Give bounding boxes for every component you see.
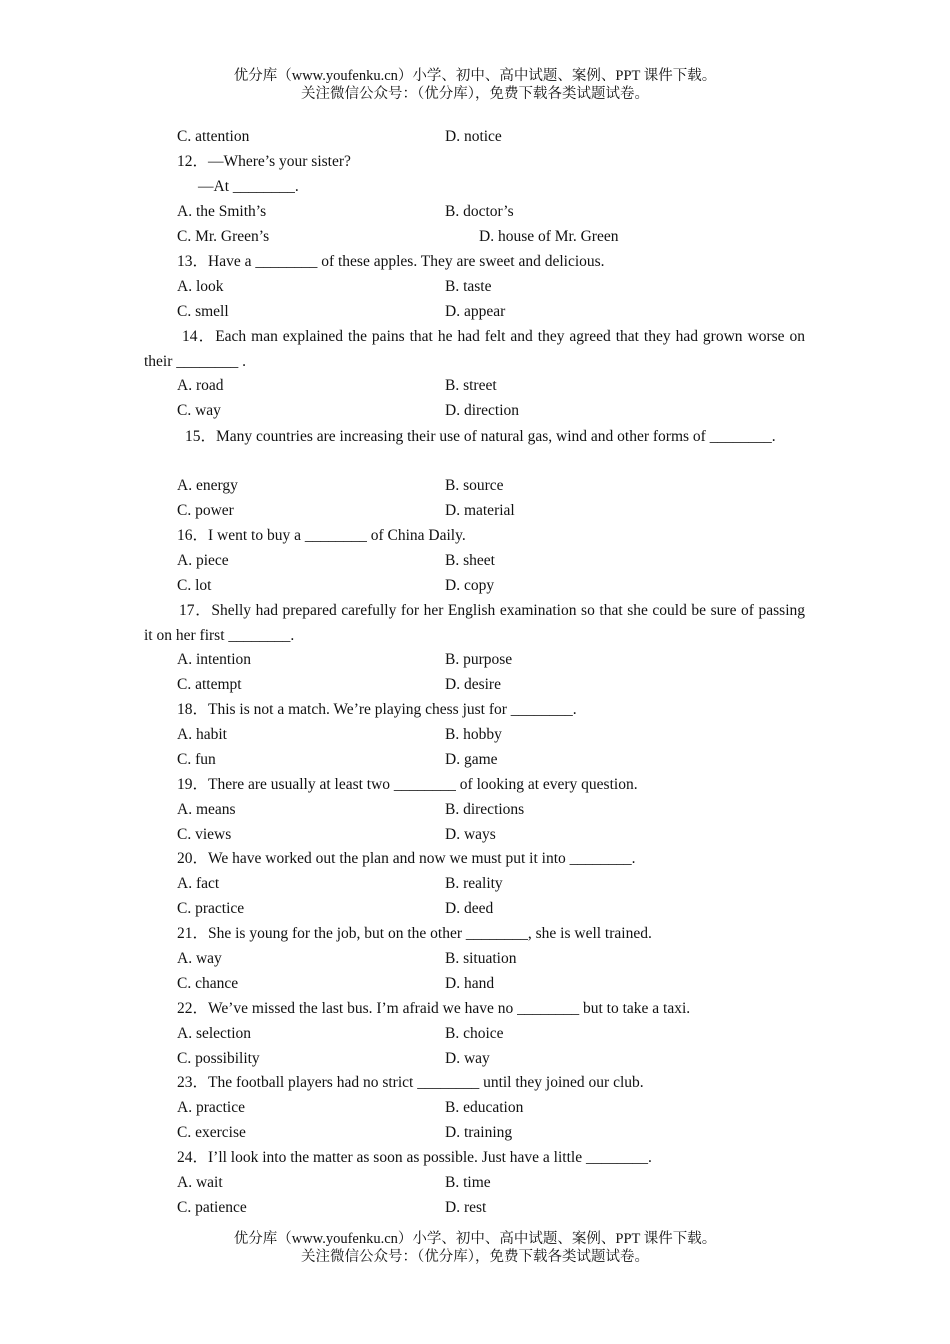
q13-option-a: A. look <box>177 278 224 295</box>
q16-option-d: D. copy <box>445 577 495 594</box>
q13-option-c: C. smell <box>177 303 229 320</box>
q14-option-c: C. way <box>177 402 221 419</box>
q24-option-b: B. time <box>445 1174 491 1191</box>
q12-option-c: C. Mr. Green’s <box>177 228 270 245</box>
q12-option-d: D. house of Mr. Green <box>479 228 619 245</box>
q14-option-d: D. direction <box>445 402 520 419</box>
q23-question: 23．The football players had no strict ________ until they joined our club. <box>177 1074 644 1091</box>
q20-option-a: A. fact <box>177 875 220 892</box>
q21-option-a: A. way <box>177 950 222 967</box>
q23-option-c: C. exercise <box>177 1124 246 1141</box>
q24-option-d: D. rest <box>445 1199 487 1216</box>
q13-question: 13．Have a ________ of these apples. They are sweet and delicious. <box>177 253 605 270</box>
q23-option-d: D. training <box>445 1124 513 1141</box>
q15-option-d: D. material <box>445 502 515 519</box>
q15-option-c: C. power <box>177 502 234 519</box>
q14-option-b: B. street <box>445 377 497 394</box>
q11-option-c: C. attention <box>177 128 250 145</box>
q17-option-b: B. purpose <box>445 651 513 668</box>
q15-option-b: B. source <box>445 477 504 494</box>
q12-answer-line: —At ________. <box>198 178 299 195</box>
q21-option-d: D. hand <box>445 975 495 992</box>
q19-question: 19．There are usually at least two ________ of looking at every question. <box>177 776 638 793</box>
q20-option-c: C. practice <box>177 900 245 917</box>
q18-question: 18．This is not a match. We’re playing chess just for ________. <box>177 701 577 718</box>
q17-option-a: A. intention <box>177 651 252 668</box>
footer-line-2: 关注微信公众号：（优分库），免费下载各类试题试卷。 <box>301 1249 649 1265</box>
q23-option-a: A. practice <box>177 1099 245 1116</box>
q18-option-d: D. game <box>445 751 498 768</box>
q13-option-d: D. appear <box>445 303 506 320</box>
q17-option-d: D. desire <box>445 676 501 693</box>
q24-option-c: C. patience <box>177 1199 247 1216</box>
q16-option-b: B. sheet <box>445 552 495 569</box>
footer-line-1: 优分库（www.youfenku.cn）小学、初中、高中试题、案例、PPT 课件下载。 <box>233 1231 717 1247</box>
header-line-1: 优分库（www.youfenku.cn）小学、初中、高中试题、案例、PPT 课件下载。 <box>233 68 717 84</box>
q21-option-c: C. chance <box>177 975 239 992</box>
q15-question: 15．Many countries are increasing their use of natural gas, wind and other forms of ________. <box>185 428 776 445</box>
q17-question: 17．Shelly had prepared carefully for her English examination so that she could be sure of passing it on her first ________. <box>144 602 805 644</box>
q12-option-a: A. the Smith’s <box>177 203 267 220</box>
q12-option-b: B. doctor’s <box>445 203 514 220</box>
q20-option-b: B. reality <box>445 875 503 892</box>
q19-option-c: C. views <box>177 826 232 843</box>
q23-option-b: B. education <box>445 1099 524 1116</box>
q19-option-d: D. ways <box>445 826 496 843</box>
q19-option-b: B. directions <box>445 801 525 818</box>
q12-question: 12．—Where’s your sister? <box>177 153 351 170</box>
q22-option-d: D. way <box>445 1050 490 1067</box>
q13-option-b: B. taste <box>445 278 492 295</box>
q14-option-a: A. road <box>177 377 224 394</box>
q22-option-c: C. possibility <box>177 1050 260 1067</box>
q20-option-d: D. deed <box>445 900 494 917</box>
q24-option-a: A. wait <box>177 1174 223 1191</box>
q20-question: 20．We have worked out the plan and now we must put it into ________. <box>177 850 636 867</box>
q24-question: 24．I’ll look into the matter as soon as possible. Just have a little ________. <box>177 1149 652 1166</box>
q22-option-b: B. choice <box>445 1025 504 1042</box>
page-header <box>0 67 950 103</box>
q11-option-d: D. notice <box>445 128 502 145</box>
q18-option-b: B. hobby <box>445 726 502 743</box>
q22-option-a: A. selection <box>177 1025 252 1042</box>
q19-option-a: A. means <box>177 801 236 818</box>
page-footer <box>0 1230 950 1266</box>
q18-option-c: C. fun <box>177 751 216 768</box>
q16-question: 16．I went to buy a ________ of China Daily. <box>177 527 466 544</box>
header-line-2: 关注微信公众号：（优分库），免费下载各类试题试卷。 <box>301 86 649 102</box>
q18-option-a: A. habit <box>177 726 227 743</box>
q15-option-a: A. energy <box>177 477 238 494</box>
q17-option-c: C. attempt <box>177 676 242 693</box>
q21-option-b: B. situation <box>445 950 517 967</box>
q14-question: 14．Each man explained the pains that he had felt and they agreed that they had grown worse on their ________ . <box>144 328 805 370</box>
q16-option-a: A. piece <box>177 552 229 569</box>
q16-option-c: C. lot <box>177 577 212 594</box>
q22-question: 22．We’ve missed the last bus. I’m afraid we have no ________ but to take a taxi. <box>177 1000 691 1017</box>
q21-question: 21．She is young for the job, but on the other ________, she is well trained. <box>177 925 652 942</box>
